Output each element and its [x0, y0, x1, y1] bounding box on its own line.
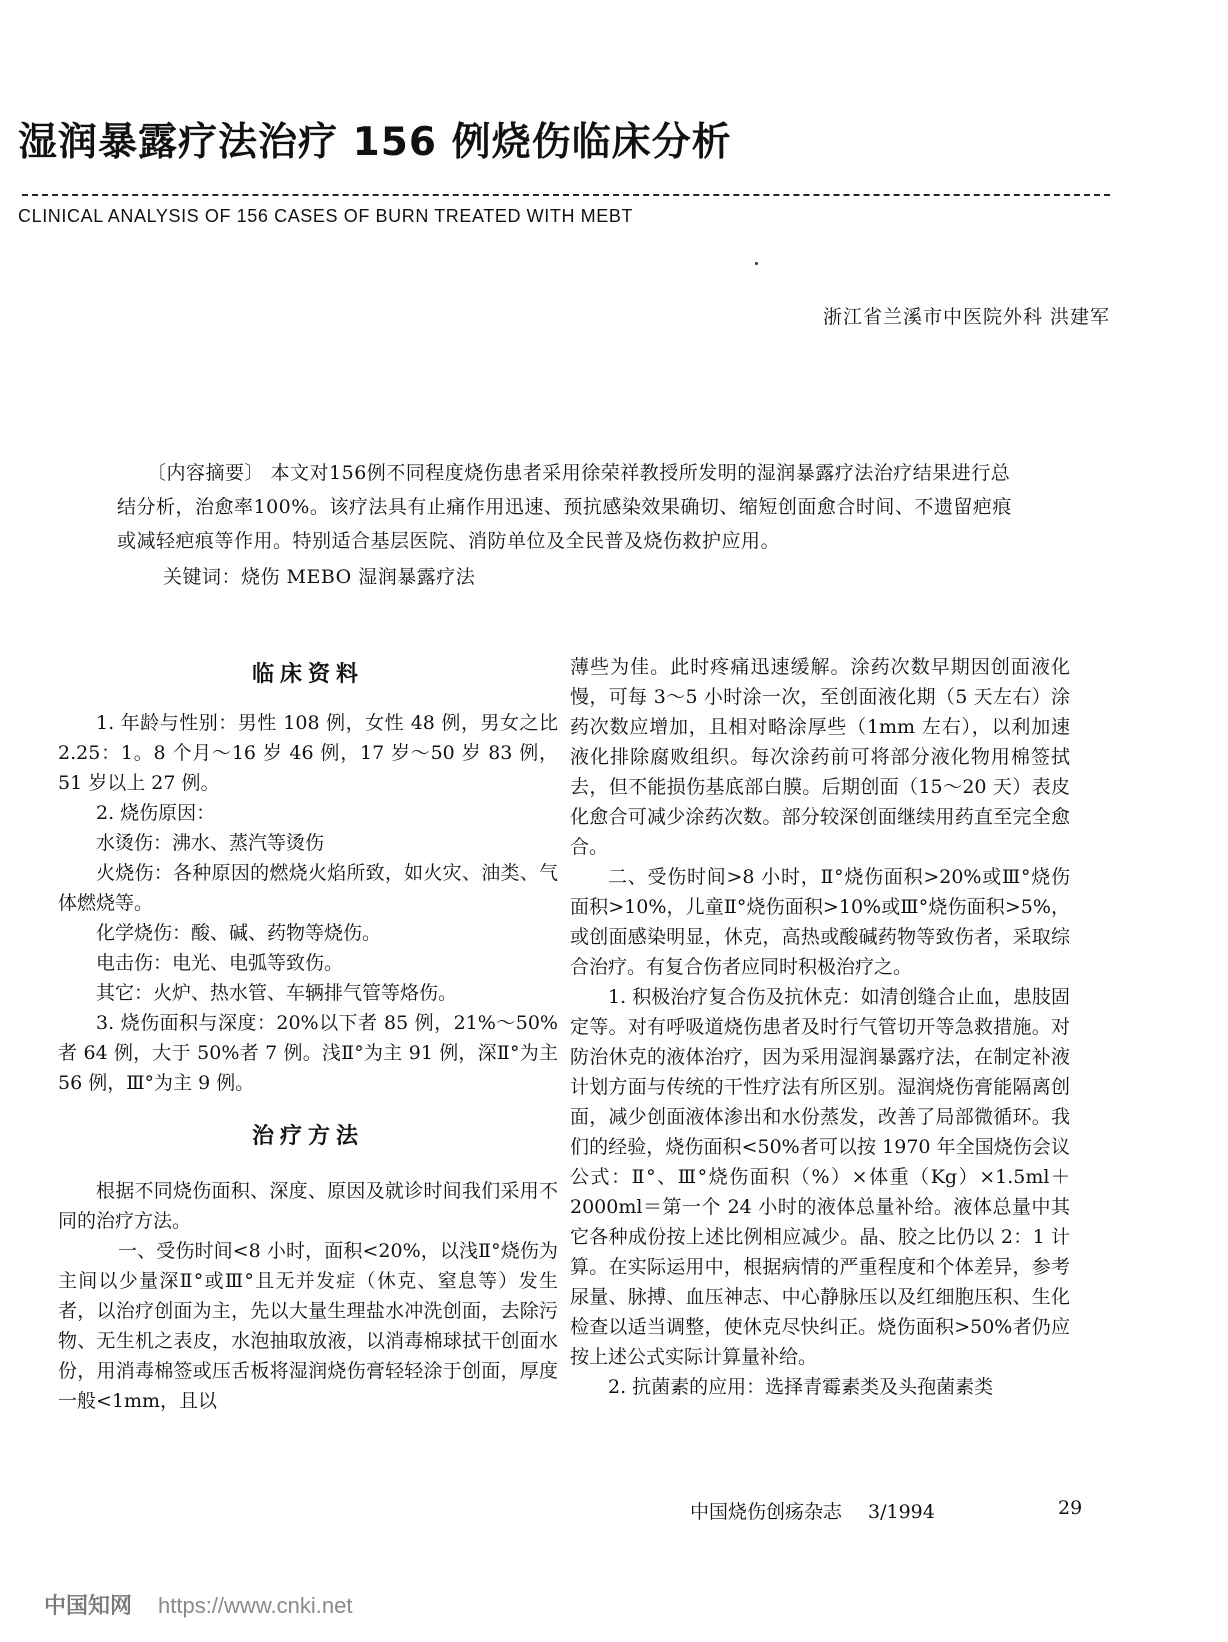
- journal-name: 中国烧伤创疡杂志: [690, 1501, 843, 1523]
- paragraph: 2. 抗菌素的应用：选择青霉素类及头孢菌素类: [608, 1376, 994, 1398]
- article-title: 湿润暴露疗法治疗 156 例烧伤临床分析: [18, 120, 732, 165]
- paragraph: 3. 烧伤面积与深度：20%以下者 85 例，21%～50%者 64 例，大于 50%者 7 例。浅Ⅱ°为主 91 例，深Ⅱ°为主 56 例，Ⅲ°为主 9 例。: [58, 1012, 558, 1094]
- issue-number: 3/1994: [868, 1501, 935, 1523]
- paragraph: 1. 积极治疗复合伤及抗休克：如清创缝合止血，患肢固定等。对有呼吸道烧伤患者及时行气管切开等急救措施。对防治休克的液体治疗，因为采用湿润暴露疗法，在制定补液计划方面与传统的干性疗法有所区别。湿润烧伤膏能隔离创面，减少创面液体渗出和水份蒸发，改善了局部微循环。我们的经验，烧伤面积<50%者可以按 1970 年全国烧伤会议公式：Ⅱ°、Ⅲ°烧伤面积（%）×体重（Kg）×1.5ml＋2000ml＝第一个 24 小时的液体总量补给。液体总量中其它各种成份按上述比例相应减少。晶、胶之比仍以 2：1 计算。在实际运用中，根据病情的严重程度和个体差异，参考尿量、脉搏、血压神志、中心静脉压以及红细胞压积、生化检查以适当调整，使休克尽快纠正。烧伤面积>50%者仍应按上述公式实际计算量补给。: [570, 986, 1070, 1368]
- title-divider: [22, 194, 1110, 196]
- paragraph: 二、受伤时间>8 小时，Ⅱ°烧伤面积>20%或Ⅲ°烧伤面积>10%，儿童Ⅱ°烧伤面积>10%或Ⅲ°烧伤面积>5%，或创面感染明显，休克，高热或酸碱药物等致伤者，采取综合治疗。有复合伤者应同时积极治疗之。: [570, 866, 1070, 978]
- paragraph: 一、受伤时间<8 小时，面积<20%，以浅Ⅱ°烧伤为主间以少量深Ⅱ°或Ⅲ°且无并发症（休克、窒息等）发生者，以治疗创面为主，先以大量生理盐水冲洗创面，去除污物、无生机之表皮，水泡抽取放液，以消毒棉球拭干创面水份，用消毒棉签或压舌板将湿润烧伤膏轻轻涂于创面，厚度一般<1mm，且以: [58, 1240, 558, 1412]
- cnki-url: https://www.cnki.net: [158, 1593, 353, 1618]
- paragraph: 其它：火炉、热水管、车辆排气管等烙伤。: [96, 982, 458, 1004]
- paragraph: 化学烧伤：酸、碱、药物等烧伤。: [96, 922, 382, 944]
- abstract-block: [117, 456, 1022, 594]
- cnki-logo-text: 中国知网: [44, 1593, 133, 1618]
- paragraph: 1. 年龄与性别：男性 108 例，女性 48 例，男女之比 2.25：1。8 个月～16 岁 46 例，17 岁～50 岁 83 例，51 岁以上 27 例。: [58, 712, 558, 794]
- cnki-watermark: [44, 1589, 352, 1620]
- english-title: CLINICAL ANALYSIS OF 156 CASES OF BURN TREATED WITH MEBT: [18, 206, 634, 226]
- paragraph: 电击伤：电光、电弧等致伤。: [96, 952, 344, 974]
- page-number: 29: [1058, 1497, 1083, 1519]
- paragraph: 根据不同烧伤面积、深度、原因及就诊时间我们采用不同的治疗方法。: [58, 1180, 558, 1232]
- abstract-text: 〔内容摘要〕 本文对156例不同程度烧伤患者采用徐荣祥教授所发明的湿润暴露疗法治疗结果进行总结分析，治愈率100%。该疗法具有止痛作用迅速、预抗感染效果确切、缩短创面愈合时间、不遗留疤痕或减轻疤痕等作用。特别适合基层医院、消防单位及全民普及烧伤救护应用。: [117, 462, 1012, 552]
- section-heading-treatment: 治疗方法: [251, 1124, 364, 1149]
- paragraph: 2. 烧伤原因：: [96, 802, 216, 824]
- paragraph: 水烫伤：沸水、蒸汽等烫伤: [96, 832, 325, 854]
- right-column: [570, 652, 1070, 1402]
- page-footer: [690, 1497, 1090, 1524]
- left-column: [58, 660, 558, 1416]
- keywords: 关键词：烧伤 MEBO 湿润暴露疗法: [163, 566, 476, 588]
- paragraph: 火烧伤：各种原因的燃烧火焰所致，如火灾、油类、气体燃烧等。: [58, 862, 558, 914]
- author-affiliation: 浙江省兰溪市中医院外科 洪建军: [822, 306, 1110, 328]
- section-heading-clinical-data: 临床资料: [251, 662, 364, 687]
- paragraph: 薄些为佳。此时疼痛迅速缓解。涂药次数早期因创面液化慢，可每 3～5 小时涂一次，至创面液化期（5 天左右）涂药次数应增加，且相对略涂厚些（1mm 左右），以利加速液化排除腐败组织。每次涂药前可将部分液化物用棉签拭去，但不能损伤基底部白膜。后期创面（15～20 天）表皮化愈合可减少涂药次数。部分较深创面继续用药直至完全愈合。: [570, 656, 1070, 858]
- scan-speck: [755, 262, 758, 265]
